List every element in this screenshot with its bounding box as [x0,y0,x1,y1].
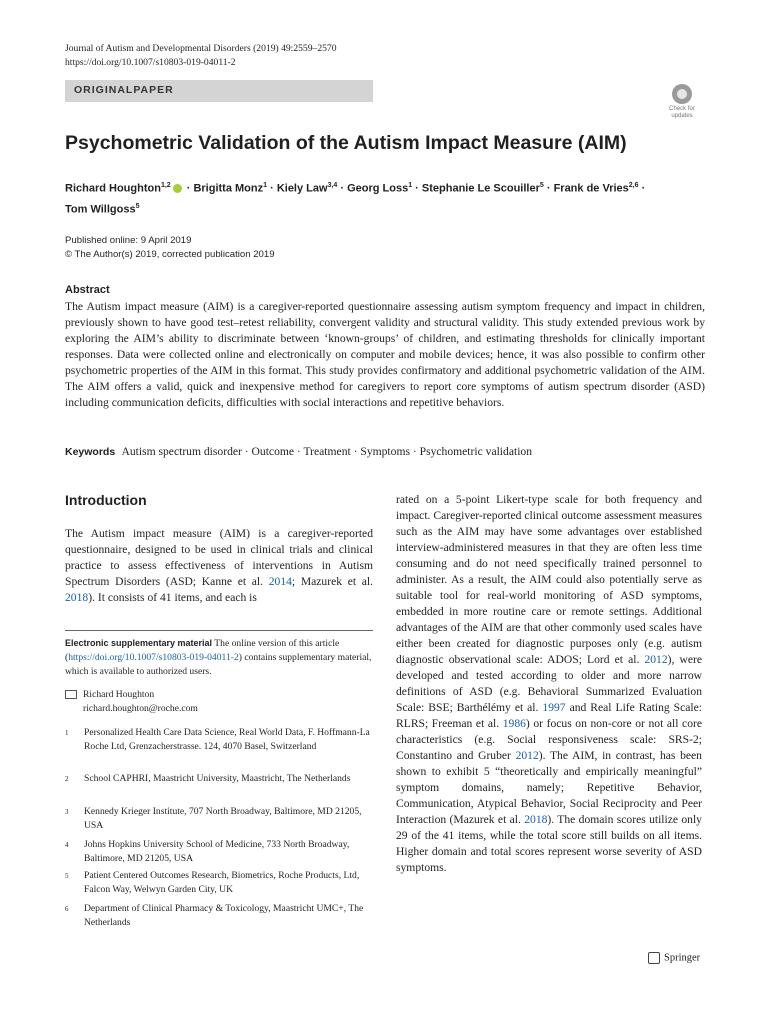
contact-name: Richard Houghton [83,689,155,700]
keywords-text: Autism spectrum disorder · Outcome · Treatment · Symptoms · Psychometric validation [121,445,533,458]
author-affil: 1,2 [160,182,171,189]
keywords-label: Keywords [65,446,116,458]
publisher-logo [648,952,700,964]
author-name[interactable]: Georg Loss [347,182,409,195]
author-name[interactable]: Brigitta Monz [193,182,264,195]
esm-text: ) contains supplementary material, which is available to authorized users. [65,652,372,677]
keywords [65,445,532,458]
author-affil: 3,4 [327,182,338,189]
abstract-heading: Abstract [65,284,110,296]
affiliation-number: 3 [65,808,69,816]
author-affil: 2,6 [628,182,639,189]
corresponding-author [65,688,373,716]
affiliation-number: 6 [65,905,69,913]
citation-link[interactable]: 2018 [524,813,548,826]
affiliation-item [65,726,373,754]
citation-link[interactable]: 2012 [515,749,539,762]
intro-column-1 [65,526,373,606]
citation-link[interactable]: 2018 [65,591,89,604]
intro-column-2 [396,492,702,876]
affiliation-number: 1 [65,729,69,737]
body-text: ), were developed and tested according to older and more narrow definitions of ASD (e.g. Behavioral Summarized Evaluation Scale: BSE; Barthélémy et al. [396,653,702,714]
affiliation-text: Personalized Health Care Data Science, Real World Data, F. Hoffmann-La Roche Ltd, Grenzacherstrasse. 124, 4070 Basel, Switzerland [84,727,370,752]
affiliation-item [65,805,373,833]
journal-citation [65,42,337,70]
publisher-name: Springer [664,952,701,964]
footnote-divider [65,630,373,631]
affiliation-text: Patient Centered Outcomes Research, Biometrics, Roche Products, Ltd, Falcon Way, Welwyn Garden City, UK [84,870,360,895]
article-type-bar [65,80,373,102]
esm-text: The online version of this article ( [65,638,340,663]
body-text: ). It consists of 41 items, and each is [88,591,257,604]
journal-name: Journal of Autism and Developmental Disorders (2019) 49:2559–2570 [65,43,337,54]
author-name[interactable]: Richard Houghton [65,182,161,195]
author-list: Richard Houghton$^{1,2}$ · Brigitta Monz$^1$ · Kiely Law$^{3,4}$ · Georg Loss$^1$ · Stephanie Le Scouiller$^5$ · Frank de Vries$^{2,6}$ · Tom Willgoss$^5$ [65,182,646,216]
citation-link[interactable]: 2012 [644,653,668,666]
introduction-heading: Introduction [65,492,147,508]
body-text: ). The AIM, in contrast, has been shown to exhibit 5 “theoretically and empirically meaningful” symptom domains, namely; Repetitive Behavior, Communication, Atypical Behavior, Social Reciprocity and Peer Interaction (Mazurek et al. [396,749,702,826]
doi-link[interactable]: https://doi.org/10.1007/s10803-019-04011-2 [65,57,236,68]
affiliation-text: School CAPHRI, Maastricht University, Maastricht, The Netherlands [84,773,351,784]
author-affil: 1 [408,182,413,189]
citation-link[interactable]: 2014 [268,575,292,588]
body-text: ; Mazurek et al. [291,575,373,588]
copyright-line: © The Author(s) 2019, corrected publication 2019 [65,249,275,260]
affiliation-number: 4 [65,841,69,849]
envelope-icon [65,690,77,699]
author-affil: 5 [539,182,544,189]
abstract-text: The Autism impact measure (AIM) is a caregiver-reported questionnaire assessing autism symptom frequency and impact in children, previously shown to have good test–retest reliability, convergent validity and structural validity. This study extended previous work by exploring the AIM’s ability to discriminate between ‘known-groups’ of children, and estimating thresholds for clinically important responses. Data were collected online and electronically on computer and mobile devices; hence, it was also possible to confirm other psychometric properties of the AIM in this format. This study provides confirmatory and additional psychometric validation of the AIM. The AIM offers a valid, quick and inexpensive method for caregivers to report core symptoms of autism spectrum disorder (ASD) including communication deficits, difficulties with social interactions and repetitive behaviors. [65,300,705,409]
affiliation-item [65,869,373,897]
article-type-label: ORIGINALPAPER [74,84,174,96]
body-text: The Autism impact measure (AIM) is a caregiver-reported questionnaire, designed to be used in clinical trials and clinical practice to assess effectiveness of interventions in Autism Spectrum Disorders (ASD; Kanne et al. [65,527,373,588]
esm-heading: Electronic supplementary material [65,638,213,648]
affiliation-number: 5 [65,872,69,880]
supplementary-note [65,636,373,679]
check-updates-icon [672,84,692,104]
body-text: ). The domain scores utilize only 29 of the 41 items, while the total score still builds on all items. Higher domain and total scores represent worse severity of ASD symptoms. [396,813,702,874]
citation-link[interactable]: 1997 [542,701,566,714]
affiliation-text: Department of Clinical Pharmacy & Toxicology, Maastricht UMC+, The Netherlands [84,903,364,928]
published-date: Published online: 9 April 2019 [65,235,192,246]
body-text: rated on a 5-point Likert-type scale for both frequency and impact. Caregiver-reported clinical outcome assessment measures such as the AIM may have some advantages over established interview-administered measures in that they are often less time consuming and do not need specifically trained personnel to administer. As a result, the AIM could also potentially serve as suitable tool for real-world monitoring of ASD symptoms, embedded in more routine care or remote settings. Additional advantages of the AIM are that other commonly used scales have either been created for diagnostic purposes only (e.g. autism diagnostic observational scale: ADOS; Lord et al. [396,493,702,666]
affiliation-text: Johns Hopkins University School of Medicine, 733 North Broadway, Baltimore, MD 21205, USA [84,839,350,864]
check-updates-line2: updates [671,113,693,119]
check-for-updates-badge[interactable] [662,84,702,124]
contact-email[interactable]: richard.houghton@roche.com [83,703,198,714]
author-name[interactable]: Frank de Vries [553,182,629,195]
springer-horse-icon [648,952,660,964]
body-text: ) or focus on non-core or not all core characteristics (e.g. Social responsiveness scale: SRS-2; Constantino and Gruber [396,717,702,762]
affiliation-text: Kennedy Krieger Institute, 707 North Broadway, Baltimore, MD 21205, USA [84,806,362,831]
check-updates-line1: Check for [669,106,695,112]
affiliation-number: 2 [65,775,69,783]
author-affil: 5 [135,202,140,210]
author-name[interactable]: Stephanie Le Scouiller [421,182,540,195]
citation-link[interactable]: 1986 [502,717,526,730]
author-name[interactable]: Tom Willgoss [65,203,136,216]
author-affil: 1 [263,182,268,189]
body-text: and Real Life Rating Scale: RLRS; Freeman et al. [396,701,702,730]
affiliation-item [65,902,373,930]
orcid-icon[interactable] [173,184,182,193]
publication-info [65,234,275,262]
affiliation-item [65,838,373,866]
author-name[interactable]: Kiely Law [276,182,328,195]
article-title: Psychometric Validation of the Autism Impact Measure (AIM) [65,132,627,154]
affiliation-item [65,772,373,786]
esm-doi-link[interactable]: https://doi.org/10.1007/s10803-019-04011-2 [68,652,239,663]
